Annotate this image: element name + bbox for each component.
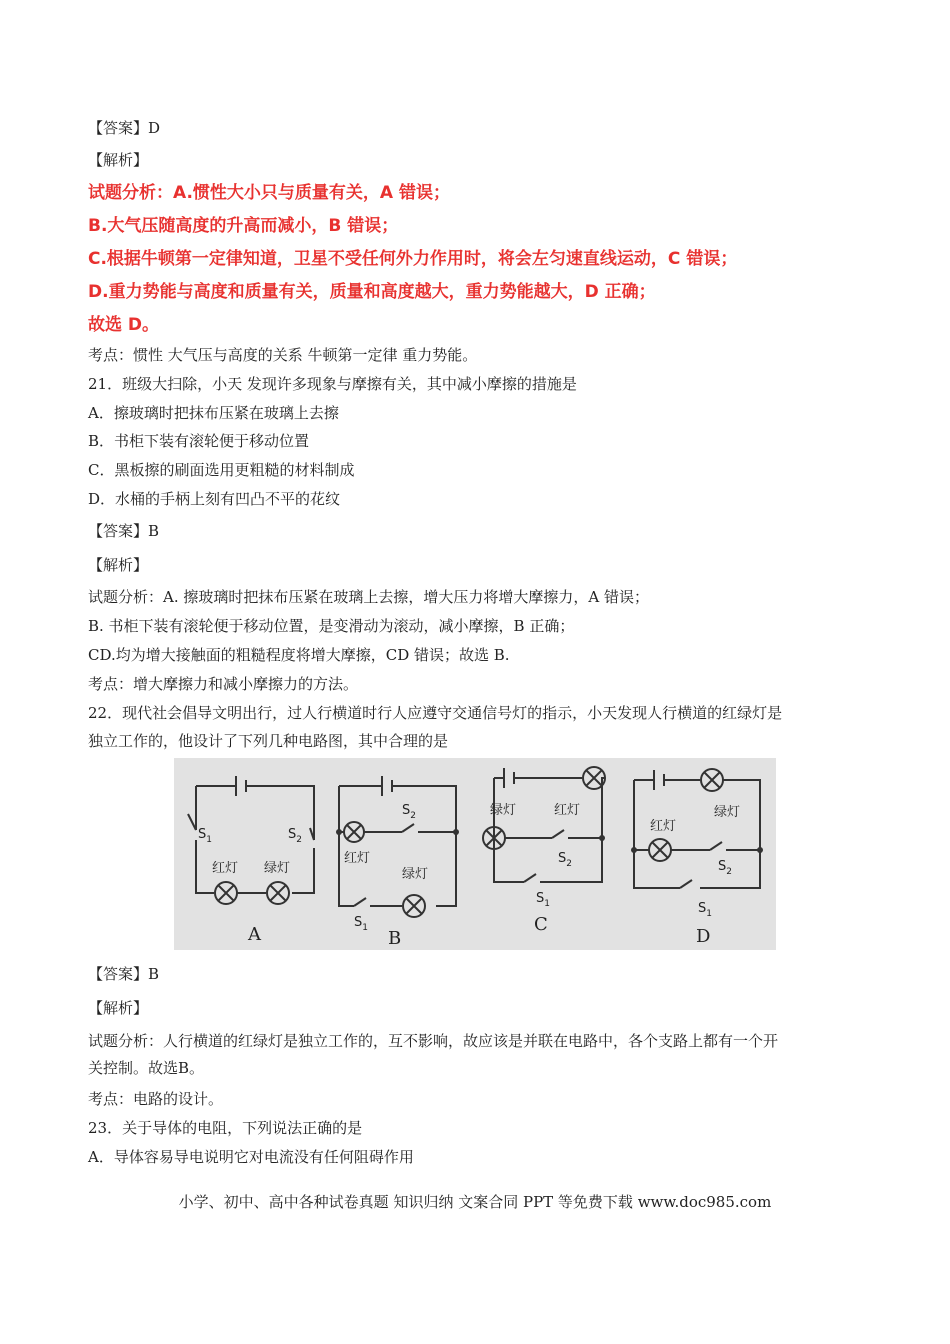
q20-analysis-head: 【解析】 [88, 151, 149, 169]
circuit-a-s1-label: $S_1$ [198, 827, 212, 845]
page-footer: 小学、初中、高中各种试卷真题 知识归纳 文案合同 PPT 等免费下载 www.doc985.com [178, 1193, 772, 1211]
q20-analysis-line: D.重力势能与高度和质量有关，质量和高度越大，重力势能越大，D 正确； [88, 282, 656, 302]
q23-stem: 23．关于导体的电阻，下列说法正确的是 [88, 1119, 363, 1137]
circuit-a-label: A [248, 924, 261, 945]
circuit-c-red-lamp-label: 红灯 [554, 803, 581, 818]
q22-stem-line: 独立工作的，他设计了下列几种电路图，其中合理的是 [88, 732, 449, 750]
circuit-d-s1-label: $S_1$ [698, 901, 712, 919]
circuit-d-s2-label: $S_2$ [718, 859, 732, 877]
q21-option: D．水桶的手柄上刻有凹凸不平的花纹 [88, 490, 341, 508]
q21-analysis-line: CD.均为增大接触面的粗糙程度将增大摩擦，CD 错误；故选 B. [88, 646, 510, 664]
circuit-c-label: C [534, 914, 548, 935]
circuit-b-s2-label: $S_2$ [402, 803, 416, 821]
circuit-c-green-lamp-label: 绿灯 [490, 803, 517, 818]
circuit-c-s1-label: $S_1$ [536, 891, 550, 909]
q21-option: A．擦玻璃时把抹布压紧在玻璃上去擦 [88, 404, 339, 422]
q23-option: A．导体容易导电说明它对电流没有任何阻碍作用 [88, 1148, 414, 1166]
circuit-d-green-lamp-label: 绿灯 [714, 805, 741, 820]
q22-analysis-line: 试题分析：人行横道的红绿灯是独立工作的，互不影响，故应该是并联在电路中，各个支路上都有一个开 [88, 1032, 779, 1050]
q21-analysis-line: 试题分析：A. 擦玻璃时把抹布压紧在玻璃上去擦，增大压力将增大摩擦力，A 错误； [88, 588, 649, 606]
q20-answer: 【答案】D [88, 119, 161, 137]
circuit-d-red-lamp-label: 红灯 [650, 819, 677, 834]
q22-analysis-line: 关控制。故选B。 [88, 1059, 205, 1077]
q22-answer: 【答案】B [88, 965, 160, 983]
q21-answer: 【答案】B [88, 522, 160, 540]
q22-kaodian: 考点：电路的设计。 [88, 1090, 224, 1108]
circuit-b-s1-label: $S_1$ [354, 915, 368, 933]
q21-analysis-line: B. 书柜下装有滚轮便于移动位置，是变滑动为滚动，减小摩擦，B 正确； [88, 617, 575, 635]
q21-option: C．黑板擦的刷面选用更粗糙的材料制成 [88, 461, 355, 479]
circuit-d-label: D [696, 926, 711, 947]
circuit-b-red-lamp-label: 红灯 [344, 851, 371, 866]
q20-analysis-line: 故选 D。 [88, 315, 160, 335]
q20-analysis-line: C.根据牛顿第一定律知道，卫星不受任何外力作用时，将会左匀速直线运动，C 错误； [88, 249, 738, 269]
circuit-c-s2-label: $S_2$ [558, 851, 572, 869]
q22-analysis-head: 【解析】 [88, 999, 149, 1017]
q21-analysis-head: 【解析】 [88, 556, 149, 574]
circuit-a-s2-label: $S_2$ [288, 827, 302, 845]
circuit-a-red-lamp-label: 红灯 [212, 861, 239, 876]
q20-analysis-line: B.大气压随高度的升高而减小，B 错误； [88, 216, 399, 236]
q20-analysis-line: 试题分析：A.惯性大小只与质量有关，A 错误； [88, 183, 451, 203]
q22-stem-line: 22．现代社会倡导文明出行，过人行横道时行人应遵守交通信号灯的指示，小天发现人行横道的红绿灯是 [88, 704, 783, 722]
circuit-b-green-lamp-label: 绿灯 [402, 867, 429, 882]
q21-option: B．书柜下装有滚轮便于移动位置 [88, 432, 310, 450]
q20-kaodian: 考点：惯性 大气压与高度的关系 牛顿第一定律 重力势能。 [88, 346, 478, 364]
q21-kaodian: 考点：增大摩擦力和减小摩擦力的方法。 [88, 675, 359, 693]
circuit-a-green-lamp-label: 绿灯 [264, 861, 291, 876]
circuit-diagrams-figure [174, 758, 776, 950]
q21-stem: 21．班级大扫除，小天 发现许多现象与摩擦有关，其中减小摩擦的措施是 [88, 375, 577, 393]
circuit-diagrams-svg [174, 758, 776, 950]
circuit-b-label: B [388, 928, 402, 949]
